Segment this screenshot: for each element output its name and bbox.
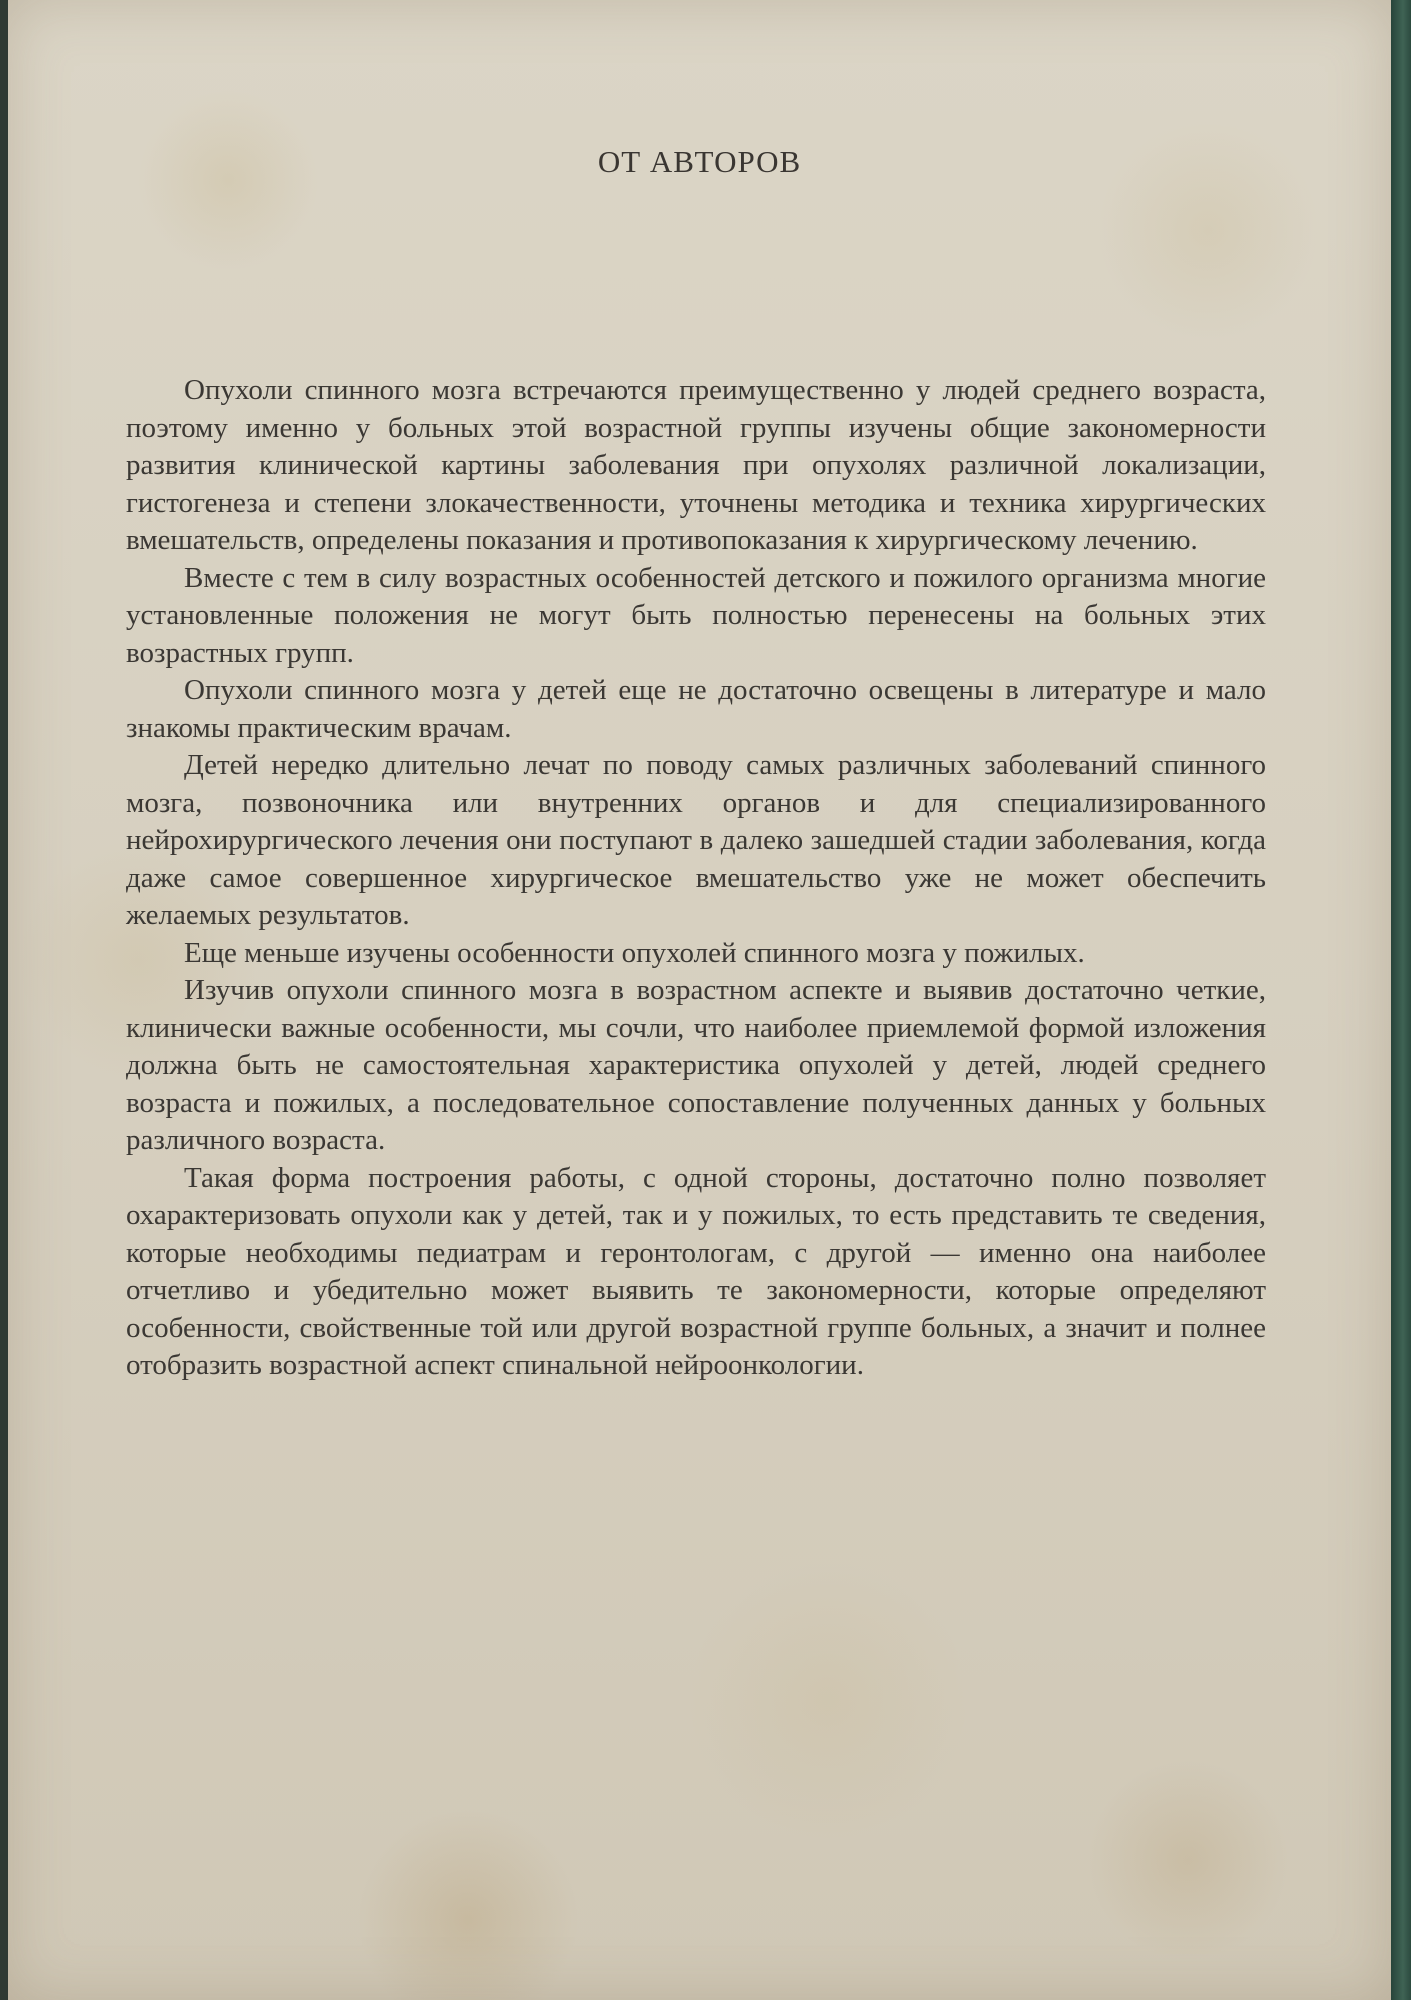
body-text	[126, 372, 1266, 1385]
page-heading: ОТ АВТОРОВ	[597, 144, 802, 179]
paragraph-3: Опухоли спинного мозга у детей еще не достаточно освещены в литературе и мало знакомы практическим врачам.	[126, 674, 1266, 744]
paragraph-2: Вместе с тем в силу возрастных особенностей детского и пожилого организма многие установленные положения не могут быть полностью перенесены на больных этих возрастных групп.	[126, 561, 1266, 669]
paragraph-1: Опухоли спинного мозга встречаются преимущественно у людей среднего возраста, поэтому именно у больных этой возрастной группы изучены общие закономерности развития клинической картины заболевания при опухолях различной локализации, гистогенеза и степени злокачественности, уточнены методика и техника хирургических вмешательств, определены показания и противопоказания к хирургическому лечению.	[126, 374, 1266, 556]
paragraph-7: Такая форма построения работы, с одной стороны, достаточно полно позволяет охарактеризовать опухоли как у детей, так и у пожилых, то есть представить те сведения, которые необходимы педиатрам и геронтологам, с другой — именно она наиболее отчетливо и убедительно может выявить те закономерности, которые определяют особенности, свойственные той или другой возрастной группе больных, а значит и полнее отобразить возрастной аспект спинальной нейроонкологии.	[126, 1161, 1266, 1381]
book-page	[8, 0, 1394, 2000]
paragraph-5: Еще меньше изучены особенности опухолей спинного мозга у пожилых.	[184, 936, 1085, 969]
paragraph-4: Детей нередко длительно лечат по поводу самых различных заболеваний спинного мозга, позвоночника или внутренних органов и для специализированного нейрохирургического лечения они поступают в далеко зашедшей стадии заболевания, когда даже самое совершенное хирургическое вмешательство уже не может обеспечить желаемых результатов.	[126, 749, 1266, 931]
book-cover-edge	[1391, 0, 1411, 2000]
paragraph-6: Изучив опухоли спинного мозга в возрастном аспекте и выявив достаточно четкие, клинически важные особенности, мы сочли, что наиболее приемлемой формой изложения должна быть не самостоятельная характеристика опухолей у детей, людей среднего возраста и пожилых, а последовательное сопоставление полученных данных у больных различного возраста.	[126, 974, 1266, 1156]
